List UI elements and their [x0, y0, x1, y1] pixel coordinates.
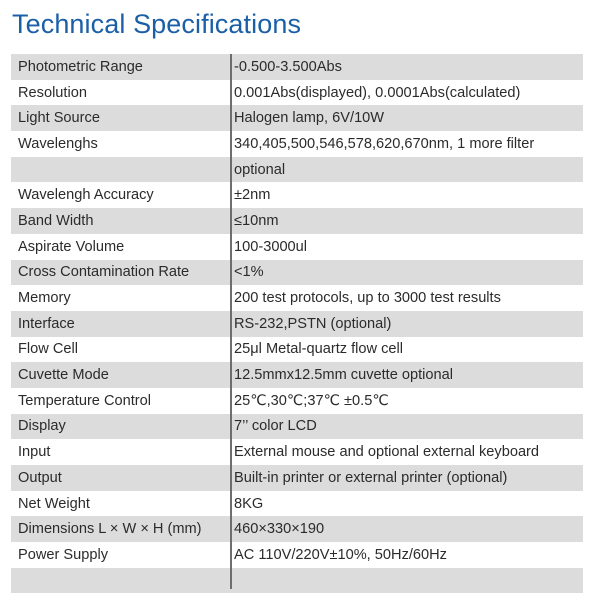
spec-label: Temperature Control — [18, 392, 152, 409]
column-divider — [230, 54, 232, 589]
spec-value: 100-3000ul — [234, 238, 308, 255]
spec-value: 200 test protocols, up to 3000 test results — [234, 290, 501, 307]
spec-row — [11, 516, 583, 542]
spec-value: Halogen lamp, 6V/10W — [234, 110, 385, 127]
spec-value: <1% — [234, 264, 264, 281]
spec-row — [11, 362, 583, 388]
spec-table — [11, 54, 583, 593]
spec-row — [11, 260, 583, 286]
spec-row — [11, 439, 583, 465]
spec-row — [11, 285, 583, 311]
spec-row — [11, 542, 583, 568]
spec-value: 0.001Abs(displayed), 0.0001Abs(calculated) — [234, 84, 521, 101]
spec-label: Wavelengh Accuracy — [18, 187, 154, 204]
spec-label: Display — [18, 418, 66, 435]
spec-label: Cross Contamination Rate — [18, 264, 190, 281]
spec-row — [11, 311, 583, 337]
spec-value: 25℃,30℃;37℃ ±0.5℃ — [234, 393, 389, 410]
spec-row — [11, 465, 583, 491]
spec-label: Power Supply — [18, 546, 109, 563]
spec-label: Cuvette Mode — [18, 367, 109, 384]
spec-label: Dimensions L × W × H (mm) — [18, 521, 202, 538]
spec-label: Flow Cell — [18, 341, 79, 358]
spec-value — [229, 568, 583, 594]
spec-value: Built-in printer or external printer (optional) — [234, 469, 508, 486]
spec-value: AC 110V/220V±10%, 50Hz/60Hz — [234, 546, 447, 563]
spec-value: 7’’ color LCD — [234, 418, 317, 435]
spec-row — [11, 414, 583, 440]
spec-row — [11, 388, 583, 414]
spec-label: Wavelenghs — [18, 135, 98, 152]
spec-label: Memory — [18, 290, 71, 307]
spec-value: 340,405,500,546,578,620,670nm, 1 more filter — [234, 135, 535, 152]
spec-value: -0.500-3.500Abs — [234, 58, 342, 75]
spec-value: ±2nm — [234, 187, 271, 204]
spec-label: Photometric Range — [18, 58, 143, 75]
spec-row — [11, 54, 583, 80]
spec-label: Net Weight — [18, 495, 90, 512]
spec-value: RS-232,PSTN (optional) — [234, 315, 392, 332]
spec-row — [11, 208, 583, 234]
spec-row — [11, 337, 583, 363]
spec-row — [11, 491, 583, 517]
spec-row — [11, 157, 583, 183]
spec-value: 460×330×190 — [234, 521, 325, 538]
spec-row — [11, 105, 583, 131]
spec-row — [11, 182, 583, 208]
spec-label: Aspirate Volume — [18, 238, 125, 255]
spec-label: Output — [18, 469, 62, 486]
spec-label: Light Source — [18, 110, 100, 127]
spec-value: optional — [234, 161, 286, 178]
spec-row — [11, 568, 583, 594]
spec-label: Band Width — [18, 212, 94, 229]
spec-label — [11, 157, 229, 183]
page-title: Technical Specifications — [12, 9, 302, 39]
spec-value: ≤10nm — [234, 212, 279, 229]
spec-row — [11, 131, 583, 157]
spec-label: Resolution — [18, 84, 87, 101]
spec-row — [11, 80, 583, 106]
spec-value: 25μl Metal-quartz flow cell — [234, 341, 404, 358]
spec-label: Input — [18, 444, 51, 461]
spec-value: External mouse and optional external keyboard — [234, 444, 540, 461]
spec-value: 12.5mmx12.5mm cuvette optional — [234, 367, 454, 384]
spec-label: Interface — [18, 315, 75, 332]
spec-label — [11, 568, 229, 594]
spec-row — [11, 234, 583, 260]
spec-value: 8KG — [234, 495, 264, 512]
